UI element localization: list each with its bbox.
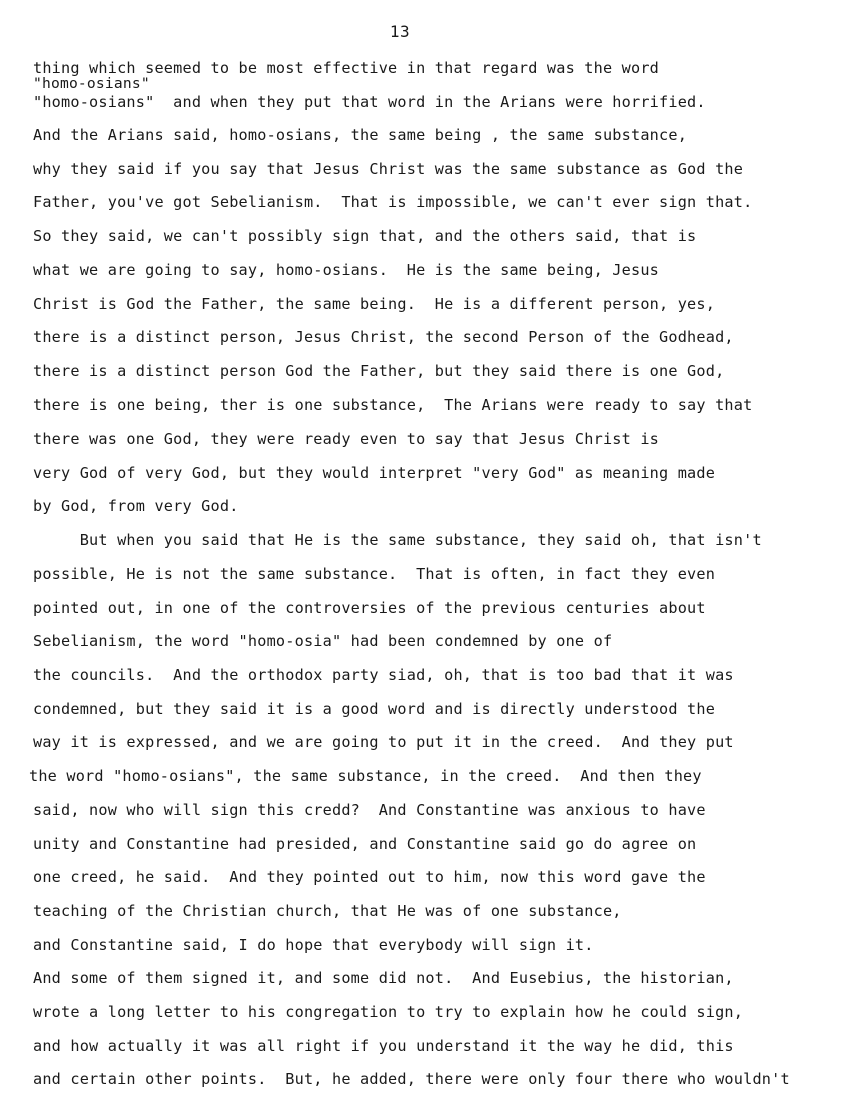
text-line: the word "homo-osians", the same substance, in the creed. And then they — [29, 767, 702, 785]
text-line: And some of them signed it, and some did not. And Eusebius, the historian, — [33, 969, 734, 987]
text-line: there is a distinct person, Jesus Christ, the second Person of the Godhead, — [33, 328, 734, 346]
text-line: very God of very God, but they would interpret "very God" as meaning made — [33, 464, 716, 482]
text-line: "homo-osians" — [33, 75, 150, 92]
text-line: and certain other points. But, he added, there were only four there who wouldn't — [33, 1070, 790, 1088]
text-line: Father, you've got Sebelianism. That is impossible, we can't ever sign that. — [33, 193, 753, 211]
text-line: and how actually it was all right if you understand it the way he did, this — [33, 1037, 734, 1055]
text-line: "homo-osians" and when they put that word in the Arians were horrified. — [33, 93, 706, 111]
text-line: way it is expressed, and we are going to put it in the creed. And they put — [33, 733, 734, 751]
text-line: what we are going to say, homo-osians. He is the same being, Jesus — [33, 261, 660, 279]
text-line: unity and Constantine had presided, and Constantine said go do agree on — [33, 835, 697, 853]
text-line: possible, He is not the same substance. That is often, in fact they even — [33, 565, 716, 583]
text-line: wrote a long letter to his congregation to try to explain how he could sign, — [33, 1003, 744, 1021]
text-line: said, now who will sign this credd? And Constantine was anxious to have — [33, 801, 706, 819]
text-line: And the Arians said, homo-osians, the same being , the same substance, — [33, 126, 688, 144]
text-line: But when you said that He is the same substance, they said oh, that isn't — [33, 531, 762, 549]
text-line: thing which seemed to be most effective in that regard was the word — [33, 59, 660, 77]
text-line: one creed, he said. And they pointed out to him, now this word gave the — [33, 868, 706, 886]
page-number: 13 — [389, 22, 411, 41]
text-line: there is a distinct person God the Father, but they said there is one God, — [33, 362, 725, 380]
text-line: and Constantine said, I do hope that everybody will sign it. — [33, 936, 594, 954]
text-line: pointed out, in one of the controversies of the previous centuries about — [33, 599, 706, 617]
text-line: Sebelianism, the word "homo-osia" had been condemned by one of — [33, 632, 613, 650]
text-line: why they said if you say that Jesus Christ was the same substance as God the — [33, 160, 744, 178]
text-line: So they said, we can't possibly sign that, and the others said, that is — [33, 227, 697, 245]
text-line: condemned, but they said it is a good word and is directly understood the — [33, 700, 716, 718]
text-line: Christ is God the Father, the same being. He is a different person, yes, — [33, 295, 716, 313]
text-line: by God, from very God. — [33, 497, 239, 515]
text-line: there was one God, they were ready even to say that Jesus Christ is — [33, 430, 660, 448]
text-line: there is one being, ther is one substance, The Arians were ready to say that — [33, 396, 753, 414]
text-line: teaching of the Christian church, that He was of one substance, — [33, 902, 622, 920]
text-line: the councils. And the orthodox party siad, oh, that is too bad that it was — [33, 666, 734, 684]
